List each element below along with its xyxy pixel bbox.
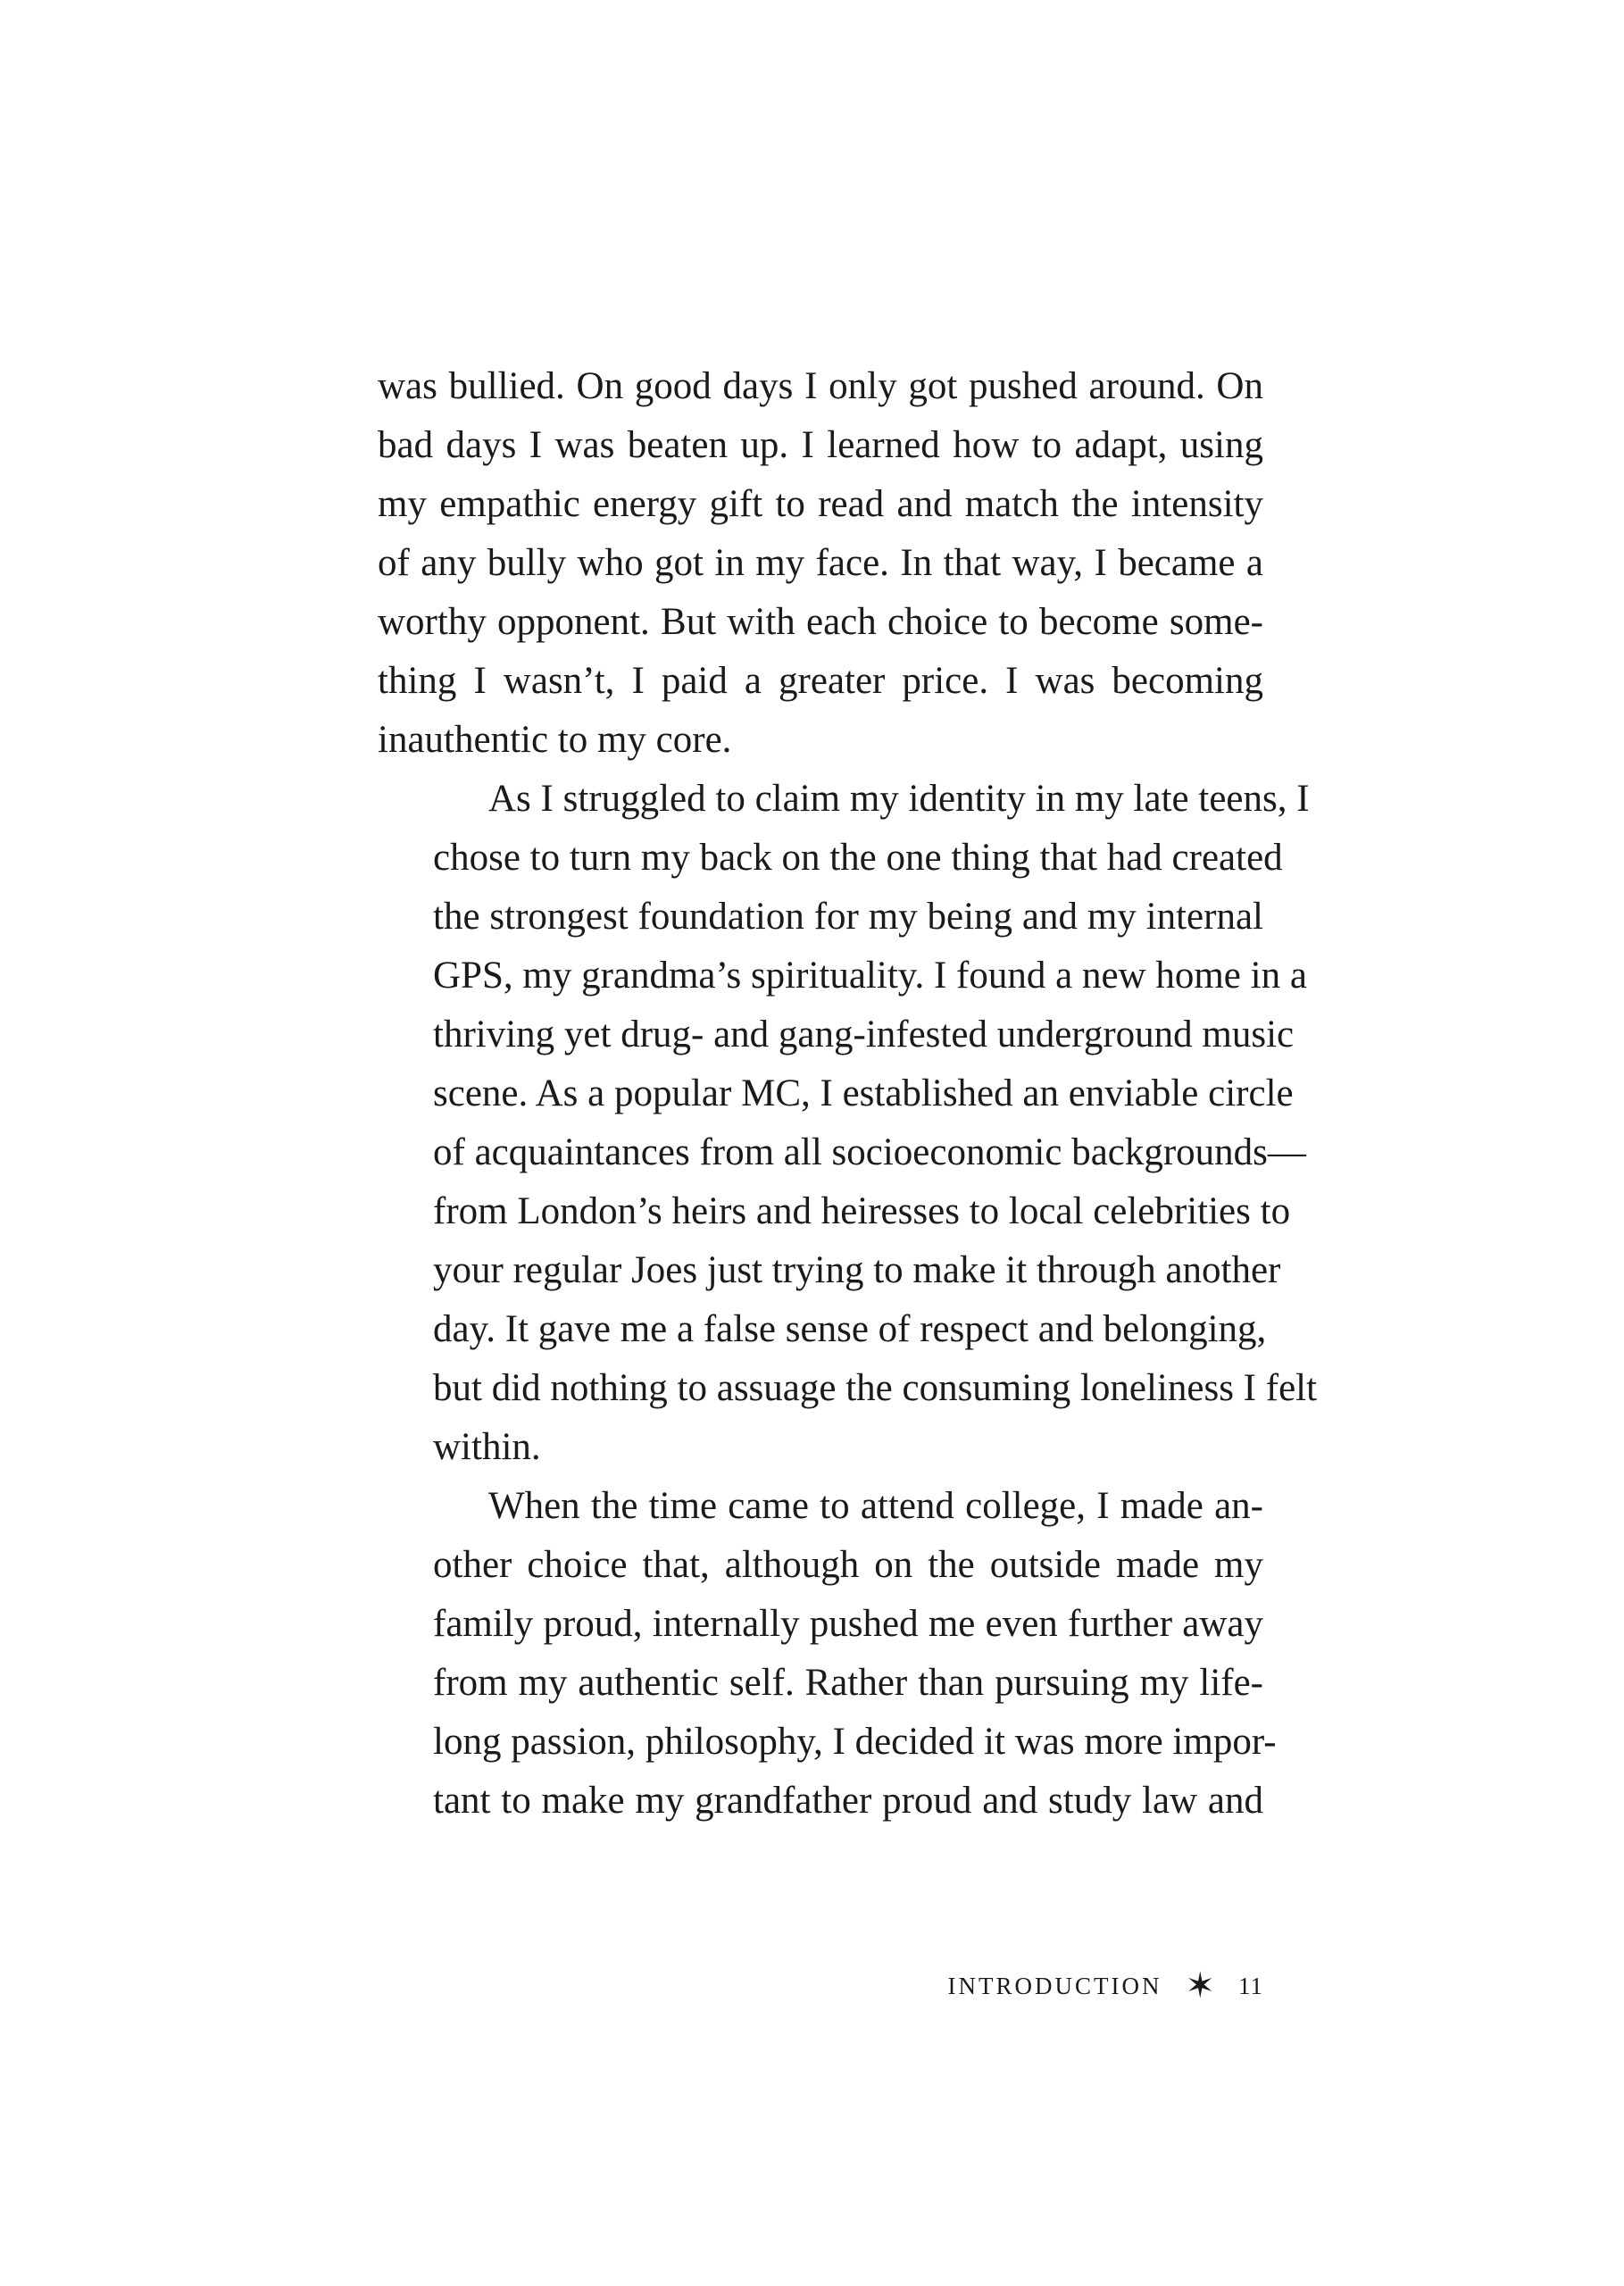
star-icon: ✶ bbox=[1185, 1965, 1215, 2006]
text-line: thing I wasn’t, I paid a greater price. I was becoming bbox=[378, 660, 1263, 702]
text-line: from London’s heirs and heiresses to local celebrities to bbox=[433, 1190, 1291, 1232]
paragraph-3 bbox=[378, 1477, 1277, 1831]
text-line: thriving yet drug- and gang-infested underground music bbox=[433, 1014, 1295, 1055]
text-line: When the time came to attend college, I made an- bbox=[488, 1485, 1263, 1527]
text-line: my empathic energy gift to read and match the intensity bbox=[378, 483, 1263, 525]
text-line: chose to turn my back on the one thing that had created bbox=[433, 837, 1283, 879]
text-line: within. bbox=[433, 1426, 541, 1468]
text-line: of acquaintances from all socioeconomic backgrounds— bbox=[433, 1131, 1306, 1173]
text-line: GPS, my grandma’s spirituality. I found a new home in a bbox=[433, 955, 1307, 997]
text-line: day. It gave me a false sense of respect and belonging, bbox=[433, 1308, 1267, 1350]
text-line: from my authentic self. Rather than pursuing my life- bbox=[433, 1662, 1263, 1704]
text-line: worthy opponent. But with each choice to become some- bbox=[378, 601, 1263, 643]
running-footer bbox=[947, 1965, 1264, 2006]
text-line: other choice that, although on the outside made my bbox=[433, 1544, 1263, 1586]
text-line: long passion, philosophy, I decided it was more impor- bbox=[433, 1721, 1277, 1763]
paragraph-2 bbox=[378, 770, 1318, 1477]
text-line: As I struggled to claim my identity in my late teens, I bbox=[488, 778, 1310, 820]
text-line: was bullied. On good days I only got pushed around. On bbox=[378, 365, 1263, 407]
page-number: 11 bbox=[1238, 1972, 1263, 1999]
text-line: inauthentic to my core. bbox=[378, 719, 732, 761]
section-title: INTRODUCTION bbox=[947, 1972, 1162, 1999]
paragraph-1 bbox=[378, 357, 1263, 770]
text-line: scene. As a popular MC, I established an enviable circle bbox=[433, 1072, 1294, 1114]
text-line: the strongest foundation for my being and my internal bbox=[433, 896, 1263, 938]
text-line: family proud, internally pushed me even further away bbox=[433, 1603, 1263, 1645]
text-line: of any bully who got in my face. In that way, I became a bbox=[378, 542, 1263, 584]
text-line: bad days I was beaten up. I learned how to adapt, using bbox=[378, 424, 1263, 466]
text-line: but did nothing to assuage the consuming loneliness I felt bbox=[433, 1367, 1318, 1409]
body-text bbox=[378, 357, 1318, 1831]
text-line: tant to make my grandfather proud and study law and bbox=[433, 1780, 1263, 1822]
text-line: your regular Joes just trying to make it through another bbox=[433, 1249, 1281, 1291]
